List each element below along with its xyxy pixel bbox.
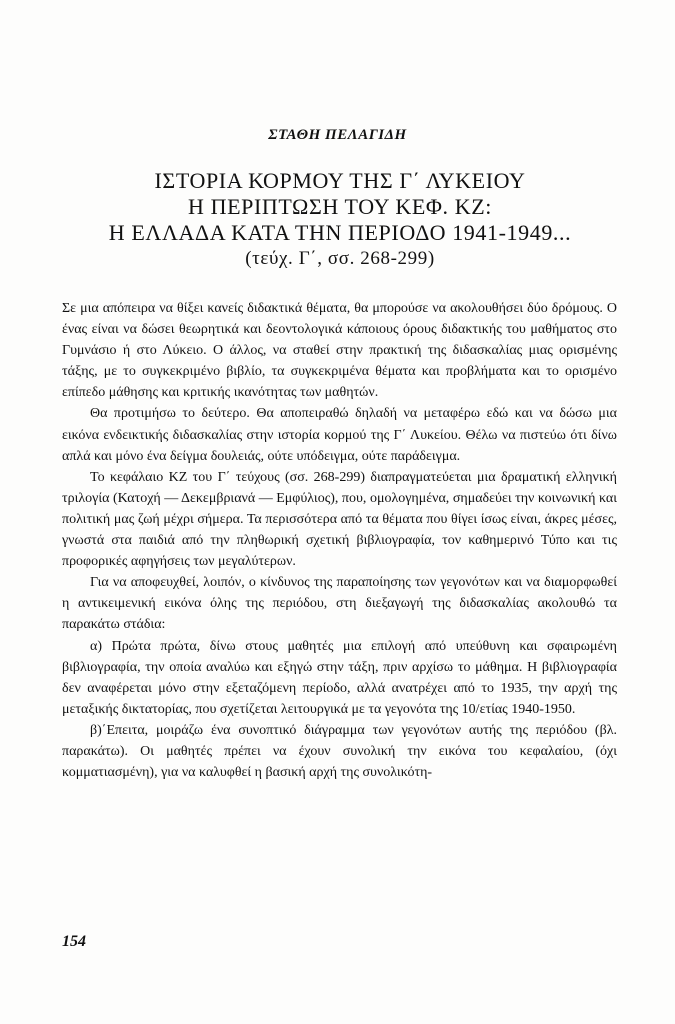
paragraph-4: Για να αποφευχθεί, λοιπόν, ο κίνδυνος της παραποίησης των γεγονότων και να διαμορφωθεί η αντικειμενική εικόνα όλης της περιόδου, στη διεξαγωγή της διδασκαλίας ακολουθώ τα παρακάτω στάδια: xyxy=(62,575,617,633)
paragraph-1: Σε μια απόπειρα να θίξει κανείς διδακτικά θέματα, θα μπορούσε να ακολουθήσει δύο δρόμους. Ο ένας είναι να δώσει θεωρητικά και δεοντολογικά κάποιους όρους διδακτικής του μαθήματος στο Γυμνάσιο ή στο Λύκειο. Ο άλλος, να σταθεί στην πρακτική της διδασκαλίας μιας ορισμένης τάξης, με το συγκεκριμένο βιβλίο, τα συγκεκριμένα θέματα και προβλήματα και το ορισμένο επίπεδο μάθησης και κριτικής ικανότητας των μαθητών. xyxy=(62,301,617,401)
article-body xyxy=(62,298,617,783)
paragraph-3: Το κεφάλαιο ΚΖ του Γ΄ τεύχους (σσ. 268-299) διαπραγματεύεται μια δραματική ελληνική τριλογία (Κατοχή — Δεκεμβριανά — Εμφύλιος), που, ομολογημένα, σημαδεύει την κοινωνική και πολιτική μας ζωή μέχρι σήμερα. Τα περισσότερα από τα θέματα που θίγει ίσως είναι, άκρες μέσες, γνωστά στα παιδιά από την πληθωρική σχετική βιβλιογραφία, τον καθημερινό Τύπο και τις προφορικές αφηγήσεις των μεγαλύτερων. xyxy=(62,469,617,570)
author-name: ΣΤΑΘΗ ΠΕΛΑΓΙΔΗ xyxy=(268,127,407,143)
title-line-3: Η ΕΛΛΑΔΑ ΚΑΤΑ ΤΗΝ ΠΕΡΙΟΔΟ 1941-1949... xyxy=(108,220,572,245)
title-line-1: ΙΣΤΟΡΙΑ ΚΟΡΜΟΥ ΤΗΣ Γ΄ ΛΥΚΕΙΟΥ xyxy=(154,168,526,193)
paragraph-5: α) Πρώτα πρώτα, δίνω στους μαθητές μια επιλογή από υπεύθυνη και σφαιρωμένη βιβλιογραφία, την οποία αναλύω και εξηγώ στην τάξη, πριν αρχίσω το μάθημα. Η βιβλιογραφία δεν αναφέρεται μόνο στην εξεταζόμενη περίοδο, αλλά ανατρέχει από το 1935, την αρχή της μεταξικής δικτατορίας, που σχετίζεται λειτουργικά με τα γεγονότα της 10/ετίας 1940-1950. xyxy=(62,638,617,717)
page-number: 154 xyxy=(62,933,86,950)
article-title xyxy=(60,168,620,272)
title-line-2: Η ΠΕΡΙΠΤΩΣΗ ΤΟΥ ΚΕΦ. ΚΖ: xyxy=(188,194,492,219)
title-reference: (τεύχ. Γ΄, σσ. 268-299) xyxy=(245,248,435,269)
paragraph-2: Θα προτιμήσω το δεύτερο. Θα αποπειραθώ δηλαδή να μεταφέρω εδώ και να δώσω μια εικόνα ενδεικτικής διδασκαλίας στην ιστορία κορμού της Γ΄ Λυκείου. Θέλω να πιστεύω ότι δίνω απλά και μόνο ένα δείγμα δουλειάς, ούτε υπόδειγμα, ούτε παράδειγμα. xyxy=(62,406,617,464)
paragraph-6: β)΄Επειτα, μοιράζω ένα συνοπτικό διάγραμμα των γεγονότων αυτής της περιόδου (βλ. παρακάτω). Οι μαθητές πρέπει να έχουν συνολική την εικόνα του κεφαλαίου, (όχι κομματιασμένη), για να καλυφθεί η βασική αρχή της συνολικότη- xyxy=(62,722,617,781)
